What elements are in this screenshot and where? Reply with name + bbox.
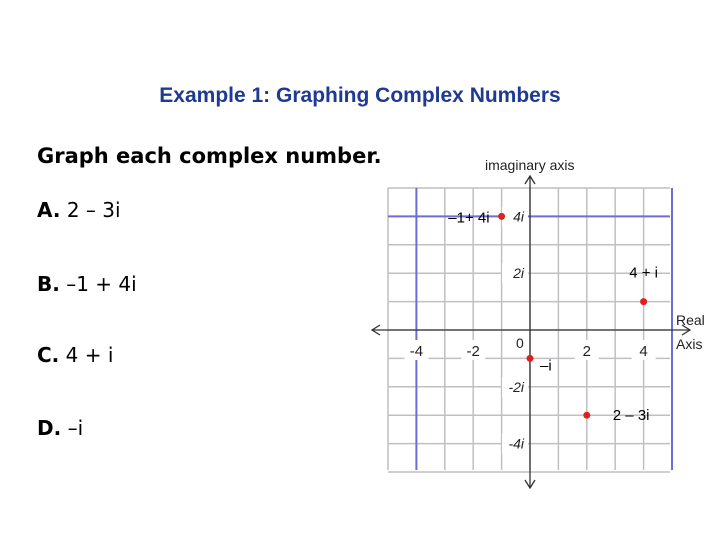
item-letter: D.	[37, 416, 62, 440]
real-axis-label-line1: Real	[676, 312, 705, 328]
prompt-text: Graph each complex number.	[37, 144, 382, 168]
point-marker	[498, 213, 505, 220]
origin-label: 0	[516, 335, 524, 351]
point-marker	[527, 355, 534, 362]
item-letter: A.	[37, 198, 61, 222]
item-expression: 2 – 3i	[66, 198, 121, 222]
y-tick-label: 4i	[513, 208, 524, 225]
slide-title: Example 1: Graphing Complex Numbers	[159, 84, 561, 107]
point-marker	[583, 412, 590, 419]
imaginary-axis-label: imaginary axis	[485, 157, 575, 173]
item-expression: –i	[67, 416, 84, 440]
point-marker	[640, 298, 647, 305]
item-expression: 4 + i	[65, 343, 114, 367]
point-label: –1+ 4i	[448, 209, 490, 227]
item-letter: C.	[37, 343, 60, 367]
y-tick-label: -2i	[508, 378, 524, 395]
y-tick-label: 2i	[513, 265, 524, 282]
point-label: –i	[540, 357, 552, 375]
axes	[372, 157, 705, 488]
y-tick-label: -4i	[508, 435, 524, 452]
item-expression: –1 + 4i	[66, 272, 137, 296]
point-label: 4 + i	[629, 264, 658, 282]
real-axis-label-line2: Axis	[676, 336, 703, 352]
points	[448, 209, 658, 424]
x-tick-label: 2	[582, 343, 591, 360]
item-letter: B.	[37, 272, 60, 296]
x-tick-label: -2	[466, 343, 480, 360]
x-tick-label: -4	[409, 343, 424, 360]
x-tick-label: 4	[639, 343, 648, 360]
point-label: 2 – 3i	[612, 407, 650, 425]
